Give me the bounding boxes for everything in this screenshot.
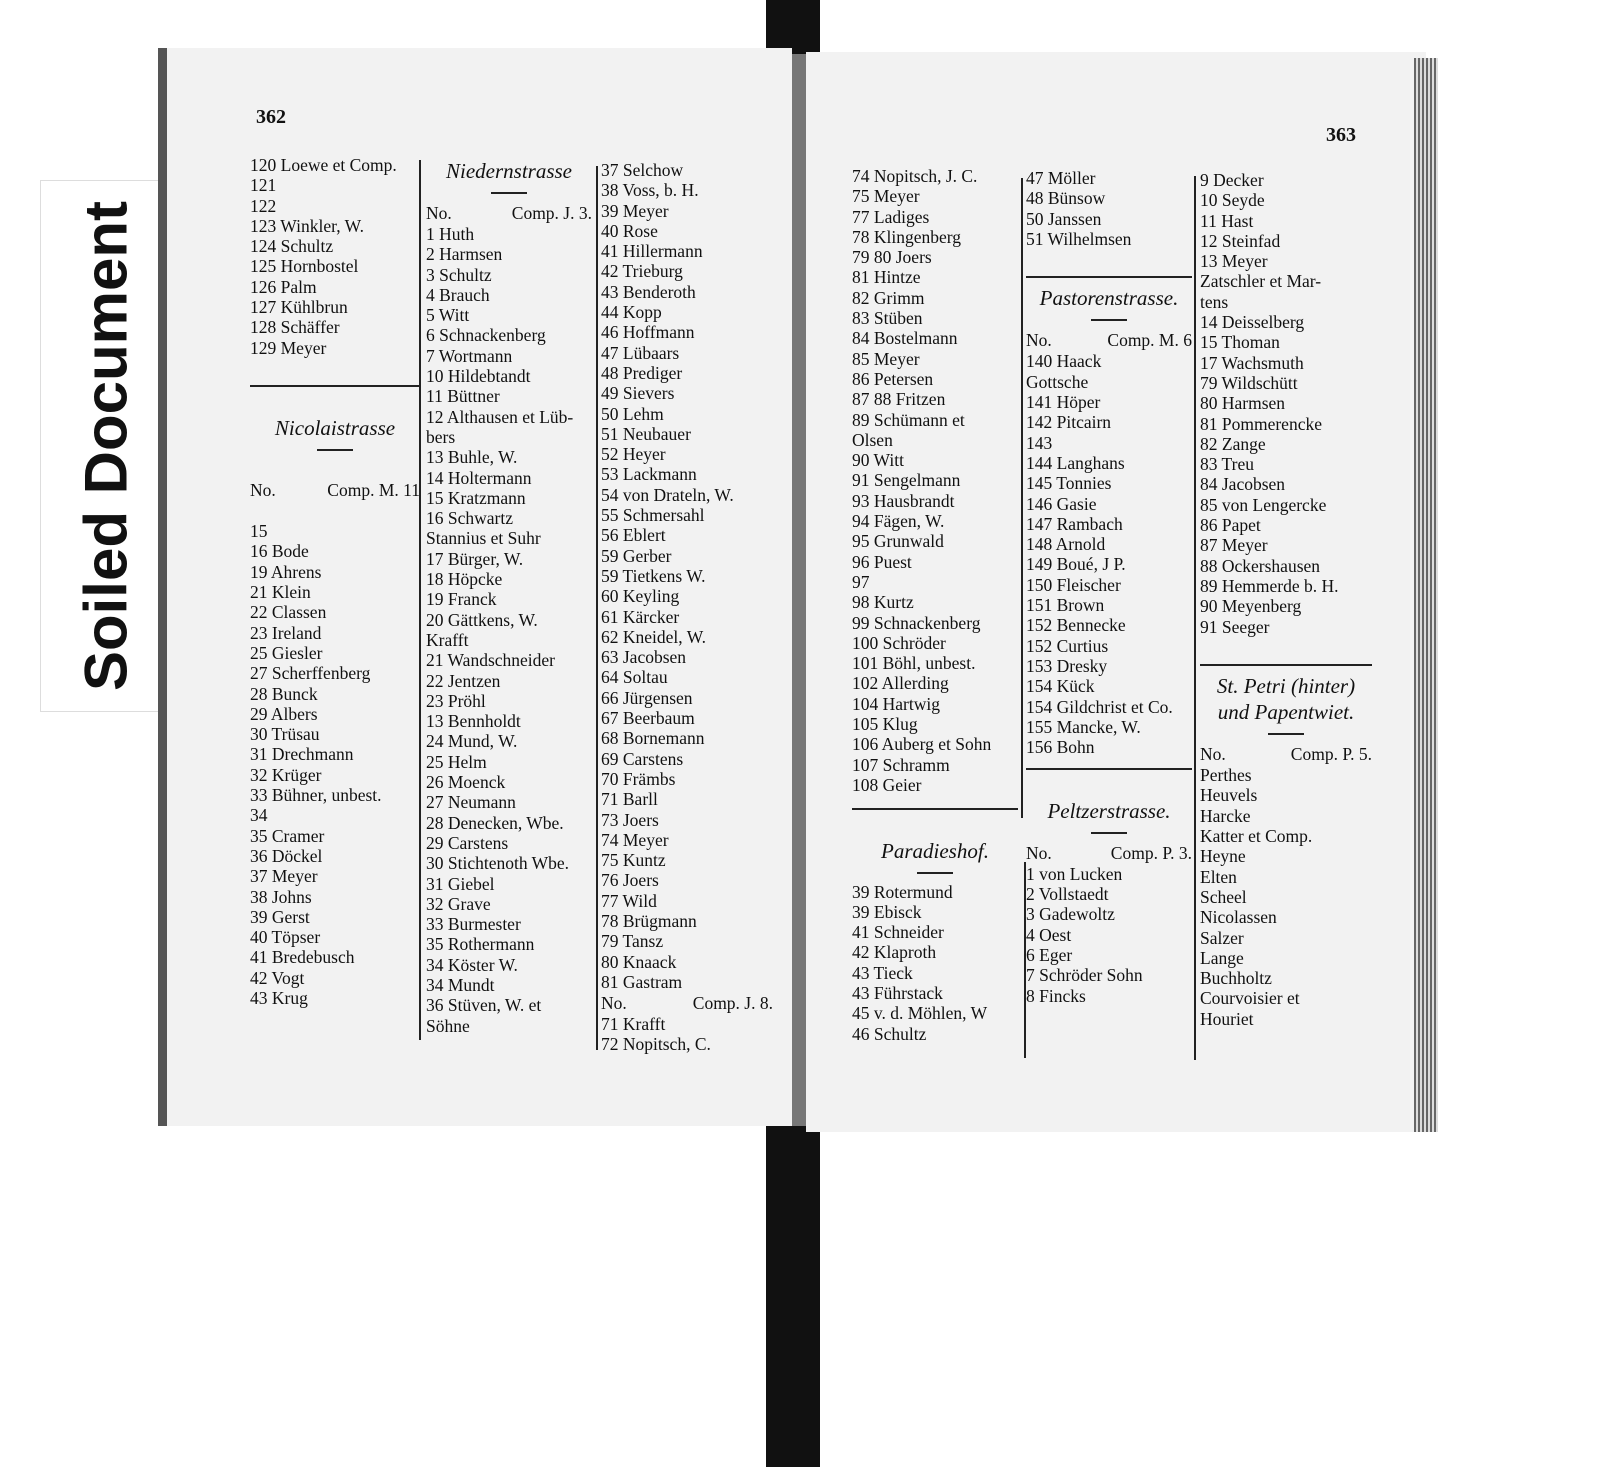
directory-entry: 38 Voss, b. H.: [601, 180, 699, 201]
directory-entry: 64 Soltau: [601, 667, 668, 688]
directory-entry: 63 Jacobsen: [601, 647, 687, 668]
soiled-document-tag: [40, 180, 172, 712]
directory-entry: 12 Althausen et Lüb-: [426, 406, 574, 427]
directory-entry: 73 Joers: [601, 809, 659, 830]
directory-entry: 23 Ireland: [250, 622, 322, 643]
directory-entry: 51 Wilhelmsen: [1026, 228, 1132, 249]
directory-entry: 13 Bennholdt: [426, 711, 521, 732]
directory-entry: 91 Seeger: [1200, 616, 1270, 637]
directory-entry: 95 Grunwald: [852, 531, 944, 552]
directory-entry: 8 Fincks: [1026, 985, 1086, 1006]
head-comp: Comp. P. 3.: [1110, 842, 1192, 863]
street-heading: Peltzerstrasse.: [1047, 798, 1171, 823]
directory-entry: 77 Ladiges: [852, 206, 930, 227]
directory-entry: 67 Beerbaum: [601, 708, 695, 729]
directory-entry: 68 Bornemann: [601, 728, 705, 749]
directory-entry: 30 Trüsau: [250, 724, 320, 745]
directory-entry: 17 Bürger, W.: [426, 548, 524, 569]
tag-label: Soiled Document: [72, 200, 140, 692]
directory-entry: 152 Curtius: [1026, 635, 1109, 656]
directory-entry: 87 88 Fritzen: [852, 389, 946, 410]
directory-entry: 35 Cramer: [250, 825, 325, 846]
head-comp: Comp. J. 3.: [511, 203, 592, 223]
street-heading: Pastorenstrasse.: [1039, 286, 1179, 311]
street-heading: Paradieshof.: [881, 838, 989, 863]
directory-entry: 150 Fleischer: [1026, 574, 1121, 595]
directory-entry: bers: [426, 426, 456, 447]
directory-entry: 78 Brügmann: [601, 910, 697, 931]
directory-entry: 89 Schümann et: [852, 409, 965, 430]
head-no: No.: [426, 203, 452, 223]
directory-entry: 28 Bunck: [250, 683, 318, 704]
directory-entry: 30 Stichtenoth Wbe.: [426, 853, 570, 874]
directory-entry: 122: [250, 195, 277, 216]
column-head: [250, 479, 420, 501]
page-edges: [1414, 58, 1438, 1132]
directory-entry: 1 von Lucken: [1026, 863, 1123, 884]
directory-entry: 155 Mancke, W.: [1026, 716, 1141, 737]
directory-entry: 24 Mund, W.: [426, 731, 518, 752]
directory-entry: 41 Schneider: [852, 922, 944, 943]
directory-entry: 106 Auberg et Sohn: [852, 734, 992, 755]
directory-entry: 83 Treu: [1200, 454, 1254, 475]
directory-entry: 69 Carstens: [601, 748, 684, 769]
directory-entry: Krafft: [426, 629, 469, 650]
directory-entry: 79 Tansz: [601, 931, 664, 952]
directory-entry: 25 Helm: [426, 751, 487, 772]
directory-entry: 61 Kärcker: [601, 606, 680, 627]
directory-entry: 43 Führstack: [852, 982, 943, 1003]
directory-entry: 124 Schultz: [250, 236, 334, 257]
directory-entry: 38 Johns: [250, 886, 312, 907]
directory-entry: 128 Schäffer: [250, 317, 340, 338]
directory-entry: Gottsche: [1026, 371, 1089, 392]
directory-entry: Buchholtz: [1200, 968, 1272, 989]
directory-entry: 43 Tieck: [852, 962, 913, 983]
directory-entry: 23 Pröhl: [426, 690, 486, 711]
directory-entry: Elten: [1200, 866, 1237, 887]
left-col-1: [250, 155, 420, 1008]
directory-entry: 20 Gättkens, W.: [426, 609, 538, 630]
directory-entry: 12 Steinfad: [1200, 230, 1281, 251]
directory-entry: 29 Albers: [250, 703, 318, 724]
directory-entry: 74 Nopitsch, J. C.: [852, 166, 978, 186]
directory-entry: 14 Deisselberg: [1200, 312, 1305, 333]
directory-entry: 141 Höper: [1026, 392, 1101, 413]
directory-entry: 22 Classen: [250, 602, 327, 623]
heading-dash: [426, 184, 592, 202]
column-head: [1200, 743, 1372, 765]
directory-entry: 86 Papet: [1200, 515, 1261, 536]
directory-entry: 29 Carstens: [426, 832, 509, 853]
directory-entry: 146 Gasie: [1026, 493, 1097, 514]
directory-entry: 36 Döckel: [250, 845, 323, 866]
directory-entry: 62 Kneidel, W.: [601, 626, 706, 647]
directory-entry: 21 Wandschneider: [426, 650, 555, 671]
street-heading: St. Petri (hinter): [1216, 674, 1356, 699]
directory-entry: 108 Geier: [852, 774, 922, 795]
directory-entry: 91 Sengelmann: [852, 470, 961, 491]
heading-dash: [1026, 311, 1192, 329]
directory-entry: 5 Witt: [426, 305, 470, 326]
directory-entry: 26 Moenck: [426, 772, 506, 793]
directory-entry: 80 Harmsen: [1200, 393, 1286, 414]
directory-entry: 4 Brauch: [426, 284, 490, 305]
heading-dash: [1026, 824, 1192, 842]
directory-entry: 10 Hildebtandt: [426, 366, 531, 387]
directory-entry: 104 Hartwig: [852, 693, 940, 714]
heading-dash: [250, 441, 420, 459]
directory-entry: 96 Puest: [852, 551, 912, 572]
head-no: No.: [250, 479, 276, 500]
directory-entry: 31 Drechmann: [250, 744, 354, 765]
column-divider: [1021, 178, 1023, 818]
directory-entry: 13 Meyer: [1200, 251, 1268, 272]
directory-entry: 9 Decker: [1200, 170, 1264, 190]
directory-entry: 52 Heyer: [601, 444, 666, 465]
directory-entry: 40 Rose: [601, 220, 658, 241]
directory-entry: 126 Palm: [250, 276, 317, 297]
directory-entry: 142 Pitcairn: [1026, 412, 1112, 433]
directory-entry: Zatschler et Mar-: [1200, 271, 1322, 292]
directory-entry: 148 Arnold: [1026, 534, 1106, 555]
directory-entry: 43 Benderoth: [601, 281, 696, 302]
directory-entry: 71 Krafft: [601, 1014, 666, 1035]
directory-entry: 22 Jentzen: [426, 670, 501, 691]
directory-entry: 154 Kück: [1026, 676, 1095, 697]
directory-entry: 72 Nopitsch, C.: [601, 1034, 711, 1055]
directory-entry: 74 Meyer: [601, 829, 669, 850]
directory-entry: 33 Burmester: [426, 914, 521, 935]
directory-entry: 39 Ebisck: [852, 901, 922, 922]
directory-entry: tens: [1200, 291, 1229, 312]
directory-entry: Perthes: [1200, 765, 1252, 786]
directory-entry: 15 Thoman: [1200, 332, 1280, 353]
right-col-3: [1200, 170, 1372, 1029]
directory-entry: 7 Wortmann: [426, 345, 513, 366]
directory-entry: 37 Selchow: [601, 160, 684, 180]
directory-entry: 39 Gerst: [250, 906, 310, 927]
street-heading: Nicolaistrasse: [274, 415, 396, 440]
street-heading: und Papentwiet.: [1217, 700, 1355, 725]
directory-entry: 27 Neumann: [426, 792, 516, 813]
directory-entry: Heyne: [1200, 846, 1246, 867]
directory-entry: 28 Denecken, Wbe.: [426, 812, 564, 833]
directory-entry: 77 Wild: [601, 890, 657, 911]
directory-entry: 17 Wachsmuth: [1200, 352, 1304, 373]
directory-entry: Salzer: [1200, 927, 1244, 948]
directory-entry: 44 Kopp: [601, 302, 662, 323]
directory-entry: 16 Schwartz: [426, 508, 513, 529]
directory-entry: 83 Stüben: [852, 308, 923, 329]
directory-entry: 98 Kurtz: [852, 592, 914, 613]
directory-entry: 80 Knaack: [601, 951, 677, 972]
directory-entry: Courvoisier et: [1200, 988, 1300, 1009]
directory-entry: 42 Klaproth: [852, 942, 937, 963]
directory-entry: 13 Buhle, W.: [426, 447, 518, 468]
directory-entry: 56 Eblert: [601, 525, 666, 546]
directory-entry: 93 Hausbrandt: [852, 490, 955, 511]
section-rule: [1200, 657, 1372, 673]
directory-entry: 82 Grimm: [852, 287, 925, 308]
directory-entry: 45 v. d. Möhlen, W: [852, 1003, 988, 1024]
head-comp: Comp. M. 6: [1107, 330, 1192, 351]
directory-entry: 48 Prediger: [601, 362, 683, 383]
directory-entry: 2 Vollstaedt: [1026, 884, 1109, 905]
directory-entry: 85 von Lengercke: [1200, 494, 1327, 515]
directory-entry: 84 Bostelmann: [852, 328, 958, 349]
column-divider: [596, 166, 598, 1050]
directory-entry: 82 Zange: [1200, 433, 1266, 454]
directory-entry: 123 Winkler, W.: [250, 215, 364, 236]
directory-entry: 81 Pommerencke: [1200, 413, 1322, 434]
directory-entry: 19 Franck: [426, 589, 497, 610]
directory-entry: 19 Ahrens: [250, 561, 322, 582]
directory-entry: Olsen: [852, 429, 893, 450]
directory-entry: 121: [250, 175, 277, 196]
directory-entry: 39 Meyer: [601, 200, 669, 221]
head-no: No.: [1026, 842, 1052, 863]
head-comp: Comp. M. 11: [327, 479, 420, 500]
directory-entry: 47 Möller: [1026, 168, 1096, 188]
directory-entry: 39 Rotermund: [852, 881, 953, 902]
directory-entry: 147 Rambach: [1026, 513, 1123, 534]
directory-entry: 15 Kratzmann: [426, 487, 526, 508]
directory-entry: 36 Stüven, W. et: [426, 995, 542, 1016]
directory-entry: 75 Meyer: [852, 186, 920, 207]
head-comp: Comp. J. 8.: [692, 993, 773, 1014]
directory-entry: 21 Klein: [250, 582, 311, 603]
directory-entry: 90 Witt: [852, 450, 904, 471]
head-no: No.: [1026, 330, 1052, 351]
directory-entry: 41 Bredebusch: [250, 947, 355, 968]
directory-entry: 86 Petersen: [852, 368, 934, 389]
binding-clip-bottom: [766, 1126, 820, 1467]
directory-entry: 99 Schnackenberg: [852, 612, 981, 633]
directory-entry: 94 Fägen, W.: [852, 511, 945, 532]
directory-entry: Nicolassen: [1200, 907, 1277, 928]
heading-dash: [852, 864, 1018, 882]
directory-entry: 40 Töpser: [250, 927, 321, 948]
directory-entry: 49 Sievers: [601, 383, 675, 404]
directory-entry: 127 Kühlbrun: [250, 297, 348, 318]
directory-entry: 76 Joers: [601, 870, 659, 891]
directory-entry: 18 Höpcke: [426, 569, 503, 590]
directory-entry: 156 Bohn: [1026, 737, 1095, 758]
section-rule: [852, 801, 1018, 817]
directory-entry: Stannius et Suhr: [426, 528, 541, 549]
directory-entry: 90 Meyenberg: [1200, 596, 1302, 617]
directory-entry: 143: [1026, 432, 1053, 453]
directory-entry: 66 Jürgensen: [601, 687, 693, 708]
directory-entry: 34: [250, 805, 268, 826]
section-rule: [1026, 269, 1192, 285]
directory-entry: 1 Huth: [426, 224, 475, 244]
directory-entry: 79 80 Joers: [852, 247, 932, 268]
directory-entry: 41 Hillermann: [601, 241, 703, 262]
directory-entry: 53 Lackmann: [601, 464, 697, 485]
directory-entry: 70 Främbs: [601, 768, 676, 789]
right-col-2: [1026, 168, 1192, 1006]
directory-entry: 10 Seyde: [1200, 190, 1265, 211]
page-number-left: 362: [256, 106, 286, 128]
directory-entry: 46 Schultz: [852, 1023, 927, 1044]
directory-entry: Söhne: [426, 1015, 470, 1036]
directory-entry: 50 Lehm: [601, 403, 664, 424]
directory-entry: 31 Giebel: [426, 873, 495, 894]
directory-entry: 145 Tonnies: [1026, 473, 1112, 494]
directory-entry: 6 Eger: [1026, 944, 1073, 965]
directory-entry: 51 Neubauer: [601, 423, 691, 444]
directory-entry: 35 Rothermann: [426, 934, 535, 955]
directory-entry: 34 Mundt: [426, 974, 495, 995]
heading-dash: [1200, 725, 1372, 743]
directory-entry: 2 Harmsen: [426, 244, 503, 265]
directory-entry: 140 Haack: [1026, 351, 1102, 372]
directory-entry: 84 Jacobsen: [1200, 474, 1286, 495]
directory-entry: 107 Schramm: [852, 754, 950, 775]
directory-entry: 85 Meyer: [852, 348, 920, 369]
directory-entry: 75 Kuntz: [601, 850, 666, 871]
directory-entry: 16 Bode: [250, 541, 309, 562]
directory-entry: 151 Brown: [1026, 595, 1105, 616]
directory-entry: 3 Schultz: [426, 264, 492, 285]
directory-entry: 7 Schröder Sohn: [1026, 965, 1143, 986]
directory-entry: 100 Schröder: [852, 632, 946, 653]
directory-entry: Scheel: [1200, 886, 1247, 907]
directory-entry: 43 Krug: [250, 987, 308, 1008]
right-col-1: [852, 166, 1018, 1044]
directory-entry: 60 Keyling: [601, 586, 680, 607]
directory-entry: 33 Bühner, unbest.: [250, 785, 382, 806]
directory-entry: 48 Bünsow: [1026, 188, 1106, 209]
directory-entry: 6 Schnackenberg: [426, 325, 546, 346]
directory-entry: 25 Giesler: [250, 642, 323, 663]
directory-entry: 79 Wildschütt: [1200, 372, 1298, 393]
directory-entry: 120 Loewe et Comp.: [250, 155, 397, 175]
directory-entry: 144 Langhans: [1026, 452, 1125, 473]
directory-entry: 59 Gerber: [601, 545, 672, 566]
directory-entry: Katter et Comp.: [1200, 826, 1313, 847]
directory-entry: 14 Holtermann: [426, 467, 532, 488]
directory-entry: 11 Hast: [1200, 210, 1254, 231]
directory-entry: 55 Schmersahl: [601, 505, 705, 526]
directory-entry: Houriet: [1200, 1008, 1254, 1029]
directory-entry: 3 Gadewoltz: [1026, 904, 1115, 925]
directory-entry: 88 Ockershausen: [1200, 555, 1321, 576]
directory-entry: 50 Janssen: [1026, 208, 1102, 229]
directory-entry: 71 Barll: [601, 789, 658, 810]
directory-entry: 11 Büttner: [426, 386, 500, 407]
directory-entry: 42 Vogt: [250, 967, 305, 988]
directory-entry: 129 Meyer: [250, 337, 327, 358]
directory-entry: Lange: [1200, 947, 1244, 968]
left-col-2: [426, 158, 592, 1036]
directory-entry: 4 Oest: [1026, 924, 1072, 945]
head-comp: Comp. P. 5.: [1290, 744, 1372, 765]
directory-entry: 125 Hornbostel: [250, 256, 359, 277]
directory-entry: 27 Scherffenberg: [250, 663, 371, 684]
directory-entry: 54 von Drateln, W.: [601, 484, 734, 505]
directory-entry: 81 Hintze: [852, 267, 921, 288]
column-head: [601, 992, 773, 1014]
directory-entry: 87 Meyer: [1200, 535, 1268, 556]
directory-entry: Harcke: [1200, 805, 1251, 826]
street-heading: Niedernstrasse: [446, 159, 572, 183]
head-no: No.: [601, 993, 627, 1014]
directory-entry: Heuvels: [1200, 785, 1258, 806]
directory-entry: 78 Klingenberg: [852, 226, 962, 247]
directory-entry: 149 Boué, J P.: [1026, 554, 1126, 575]
directory-entry: 153 Dresky: [1026, 655, 1108, 676]
section-rule: [250, 378, 420, 394]
head-no: No.: [1200, 744, 1226, 765]
directory-entry: 154 Gildchrist et Co.: [1026, 696, 1173, 717]
left-col-3: [601, 160, 773, 1055]
directory-entry: 34 Köster W.: [426, 954, 518, 975]
directory-entry: 152 Bennecke: [1026, 615, 1126, 636]
column-head: [1026, 329, 1192, 351]
directory-entry: 32 Grave: [426, 893, 491, 914]
directory-entry: 97: [852, 571, 870, 592]
column-divider: [1194, 176, 1196, 1060]
column-head: [1026, 842, 1192, 864]
directory-entry: 89 Hemmerde b. H.: [1200, 575, 1339, 596]
directory-entry: 47 Lübaars: [601, 342, 680, 363]
directory-entry: 15: [250, 521, 268, 542]
column-head: [426, 202, 592, 224]
directory-entry: 102 Allerding: [852, 673, 949, 694]
directory-entry: 101 Böhl, unbest.: [852, 653, 976, 674]
directory-entry: 42 Trieburg: [601, 261, 683, 282]
directory-entry: 81 Gastram: [601, 971, 683, 992]
page-number-right: 363: [1326, 124, 1356, 146]
directory-entry: 105 Klug: [852, 714, 918, 735]
directory-entry: 37 Meyer: [250, 866, 318, 887]
directory-entry: 59 Tietkens W.: [601, 565, 706, 586]
directory-entry: 32 Krüger: [250, 764, 322, 785]
section-rule: [1026, 761, 1192, 777]
book-gutter: [792, 54, 806, 1126]
directory-entry: 46 Hoffmann: [601, 322, 695, 343]
